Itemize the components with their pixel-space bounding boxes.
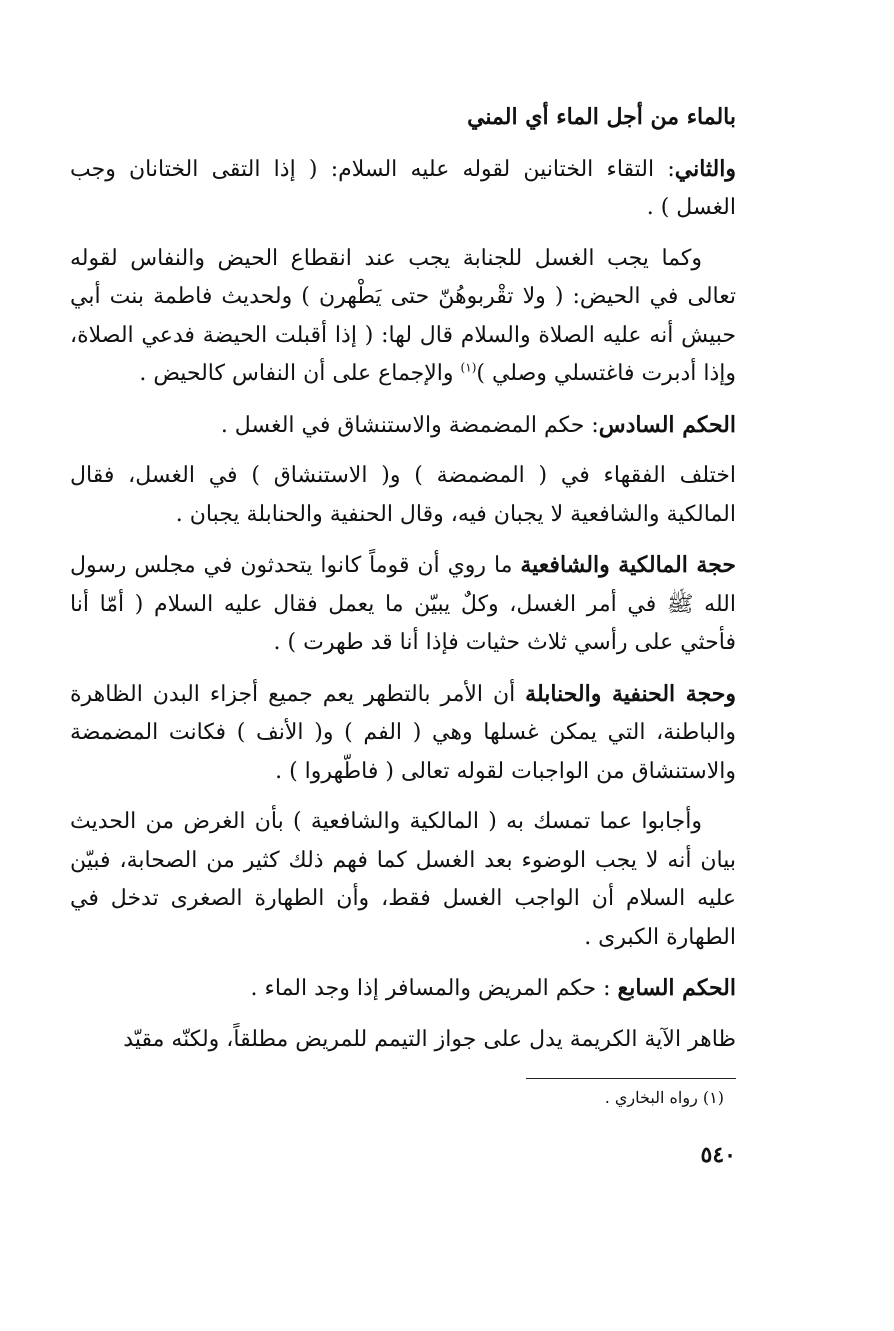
heading-sixth-ruling: [70, 406, 736, 446]
page-body: [70, 98, 736, 1071]
paragraph-ajabu: [70, 803, 736, 957]
second-label: والثاني: [674, 155, 736, 182]
seventh-ruling-text: : حكم المريض والمسافر إذا وجد الماء .: [250, 976, 618, 1001]
paragraph-hujja-hanafi: [70, 675, 736, 792]
paragraph-ikhtilaf: [70, 457, 736, 534]
paragraph-haid: [70, 240, 736, 394]
paragraph-last: [70, 1021, 736, 1060]
footnote: (١) رواه البخاري .: [604, 1088, 724, 1107]
second-text: : التقاء الختانين لقوله عليه السلام: ( إذا التقى الختانان وجب الغسل ) .: [70, 156, 736, 220]
heading-seventh-ruling: [70, 969, 736, 1009]
hujja-maliki-text: ما روي أن قوماً كانوا يتحدثون في مجلس رسول الله ﷺ في أمر الغسل، وكلٌ يبيّن ما يعمل فقال عليه السلام ( أمّا أنا فأحثي على رأسي ثلاث حثيات فإذا أنا قد طهرت ) .: [70, 553, 736, 655]
paragraph-continuation: [70, 98, 736, 138]
ajabu-text: وأجابوا عما تمسك به ( المالكية والشافعية ) بأن الغرض من الحديث بيان أنه لا يجب الوضوء بعد الغسل كما فهم ذلك كثير من الصحابة، فبيّن عليه السلام أن الواجب الغسل فقط، وأن الطهارة الصغرى تدخل في الطهارة الكبرى .: [70, 809, 736, 950]
sixth-ruling-text: : حكم المضمضة والاستنشاق في الغسل .: [220, 412, 599, 438]
haid-text: وكما يجب الغسل للجنابة يجب عند انقطاع الحيض والنفاس لقوله تعالى في الحيض: ( ولا تقْربوهُنّ حتى يَطْهرن ) ولحديث فاطمة بنت أبي حبيش أنه عليه الصلاة والسلام قال لها: ( إذا أقبلت الحيضة فدعي الصلاة، وإذا أدبرت فاغتسلي وصلي ): [70, 245, 736, 386]
page-number: ٥٤٠: [700, 1142, 736, 1168]
paragraph-second: [70, 150, 736, 228]
hujja-hanafi-text: أن الأمر بالتطهر يعم جميع أجزاء البدن الظاهرة والباطنة، التي يمكن غسلها وهي ( الفم ) و( الأنف ) فكانت المضمضة والاستنشاق من الواجبات لقوله تعالى ( فاطّهروا ) .: [70, 681, 736, 784]
hujja-maliki-label: حجة المالكية والشافعية: [520, 552, 736, 578]
footnote-ref: (١): [460, 360, 477, 375]
footnote-divider: [526, 1078, 736, 1079]
haid-end: والإجماع على أن النفاس كالحيض .: [139, 361, 461, 386]
paragraph-hujja-maliki: [70, 546, 736, 663]
last-text: ظاهر الآية الكريمة يدل على جواز التيمم للمريض مطلقاً، ولكنّه مقيّد: [123, 1026, 736, 1052]
sixth-ruling-label: الحكم السادس: [598, 411, 736, 438]
ikhtilaf-text: اختلف الفقهاء في ( المضمضة ) و( الاستنشاق ) في الغسل، فقال المالكية والشافعية لا يجبان فيه، وقال الحنفية والحنابلة يجبان .: [70, 463, 736, 527]
hujja-hanafi-label: وحجة الحنفية والحنابلة: [525, 680, 736, 707]
continuation-text: بالماء من أجل الماء أي المني: [467, 104, 736, 130]
seventh-ruling-label: الحكم السابع: [617, 975, 736, 1001]
